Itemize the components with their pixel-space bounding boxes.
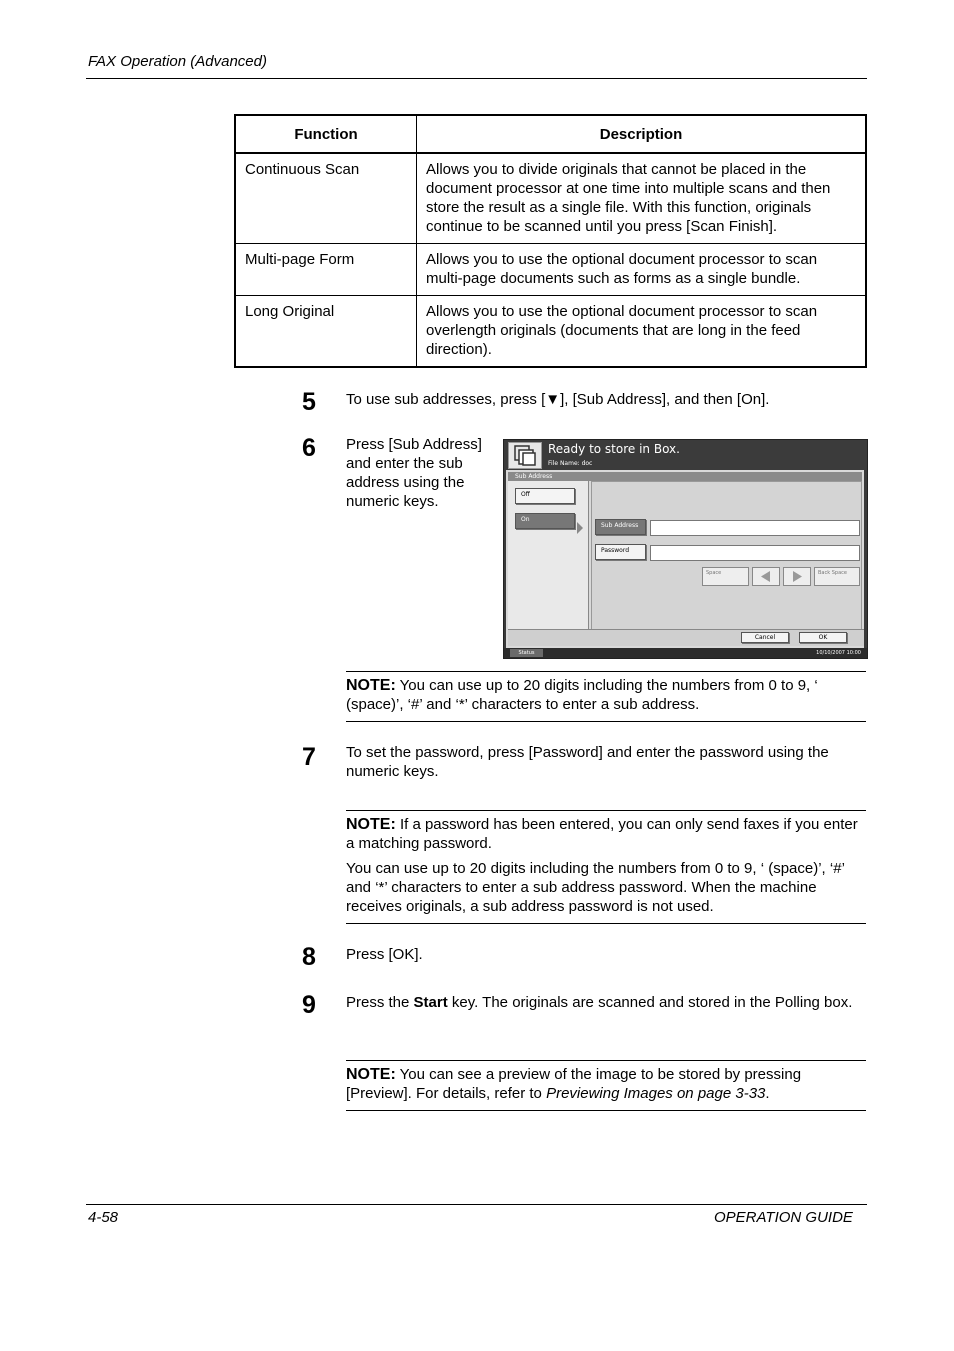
- step-number: 8: [302, 943, 316, 971]
- table-row: [235, 296, 866, 368]
- step-number: 5: [302, 388, 316, 416]
- datetime: 10/10/2007 10:00: [816, 650, 861, 656]
- table-header-row: [235, 115, 866, 153]
- option-column: [508, 481, 589, 629]
- file-name-label: File Name: doc: [548, 460, 593, 467]
- status-button[interactable]: Status: [510, 649, 543, 657]
- cancel-button[interactable]: Cancel: [741, 632, 789, 643]
- start-key-label: Start: [413, 994, 448, 1011]
- step-number: 6: [302, 434, 316, 462]
- entry-panel: [591, 481, 862, 631]
- step-text: Press [OK].: [346, 946, 423, 963]
- page-number: 4-58: [88, 1209, 119, 1226]
- screen-title: Ready to store in Box.: [548, 442, 680, 456]
- password-button[interactable]: Password: [595, 544, 646, 560]
- screen-titlebar: [504, 440, 867, 470]
- note-preview: NOTE: You can see a preview of the image to be stored by pressing [Preview]. For details, refer to Previewing Images on page 3-33.: [346, 1060, 866, 1111]
- column-header-function: Function: [235, 115, 417, 153]
- screen-bottom-bar: [508, 629, 864, 646]
- column-header-description: Description: [417, 115, 867, 153]
- screen-body: [506, 470, 864, 648]
- note-password: [346, 810, 866, 924]
- arrow-right-icon: [577, 522, 583, 534]
- box-icon: [508, 442, 542, 469]
- note-label: NOTE:: [346, 816, 396, 833]
- panel-screenshot: [503, 439, 868, 659]
- description-cell: Allows you to use the optional document processor to scan multi-page documents such as forms as a single bundle.: [417, 244, 867, 296]
- sub-address-button[interactable]: Sub Address: [595, 519, 646, 535]
- sub-address-field[interactable]: [650, 520, 860, 536]
- note-label: NOTE:: [346, 677, 396, 694]
- step-text: To set the password, press [Password] and enter the password using the numeric keys.: [346, 744, 829, 780]
- note-text: You can use up to 20 digits including the numbers from 0 to 9, ‘ (space)’, ‘#’ and ‘*’ characters to enter a sub address.: [346, 677, 818, 713]
- left-arrow-button[interactable]: [752, 567, 780, 586]
- function-table: [234, 114, 867, 368]
- function-cell: Long Original: [235, 296, 417, 368]
- password-field[interactable]: [650, 545, 860, 561]
- note-text: You can use up to 20 digits including the numbers from 0 to 9, ‘ (space)’, ‘#’ and ‘*’ characters to enter a sub address password. When the machine receives originals, a sub address password is not used.: [346, 860, 845, 915]
- back-space-button[interactable]: Back Space: [814, 567, 860, 586]
- footer-rule: [86, 1204, 867, 1205]
- arrow-right-icon: [787, 570, 807, 583]
- space-button[interactable]: Space: [702, 567, 749, 586]
- guide-title: OPERATION GUIDE: [714, 1209, 853, 1226]
- ok-button[interactable]: OK: [799, 632, 847, 643]
- table-row: [235, 244, 866, 296]
- cross-reference-link[interactable]: Previewing Images on page 3-33: [546, 1085, 766, 1102]
- table-row: [235, 153, 866, 244]
- note-sub-address: [346, 671, 866, 722]
- function-cell: Multi-page Form: [235, 244, 417, 296]
- step-text: Press [Sub Address] and enter the sub address using the numeric keys.: [346, 436, 482, 510]
- on-button[interactable]: On: [515, 513, 575, 529]
- description-cell: Allows you to divide originals that cannot be placed in the document processor at one time into multiple scans and then store the result as a single file. With this function, originals continue to be scanned until you press [Scan Finish].: [417, 153, 867, 244]
- tab-sub-address: Sub Address: [508, 472, 862, 481]
- status-bar: [504, 648, 867, 658]
- step-number: 7: [302, 743, 316, 771]
- description-cell: Allows you to use the optional document processor to scan overlength originals (documents that are long in the feed direction).: [417, 296, 867, 368]
- note-text: You can see a preview of the image to be stored by pressing [Preview]. For details, refer to: [346, 1066, 802, 1102]
- step-number: 9: [302, 991, 316, 1019]
- note-text: If a password has been entered, you can only send faxes if you enter a matching password.: [346, 816, 858, 852]
- off-button[interactable]: Off: [515, 488, 575, 504]
- arrow-left-icon: [756, 570, 776, 583]
- note-label: NOTE:: [346, 1066, 396, 1083]
- step-text: To use sub addresses, press [▼], [Sub Address], and then [On].: [346, 391, 770, 408]
- header-title: FAX Operation (Advanced): [88, 53, 267, 70]
- step-text: Press the Start key. The originals are scanned and stored in the Polling box.: [346, 994, 853, 1011]
- right-arrow-button[interactable]: [783, 567, 811, 586]
- function-cell: Continuous Scan: [235, 153, 417, 244]
- header-rule: [86, 78, 867, 79]
